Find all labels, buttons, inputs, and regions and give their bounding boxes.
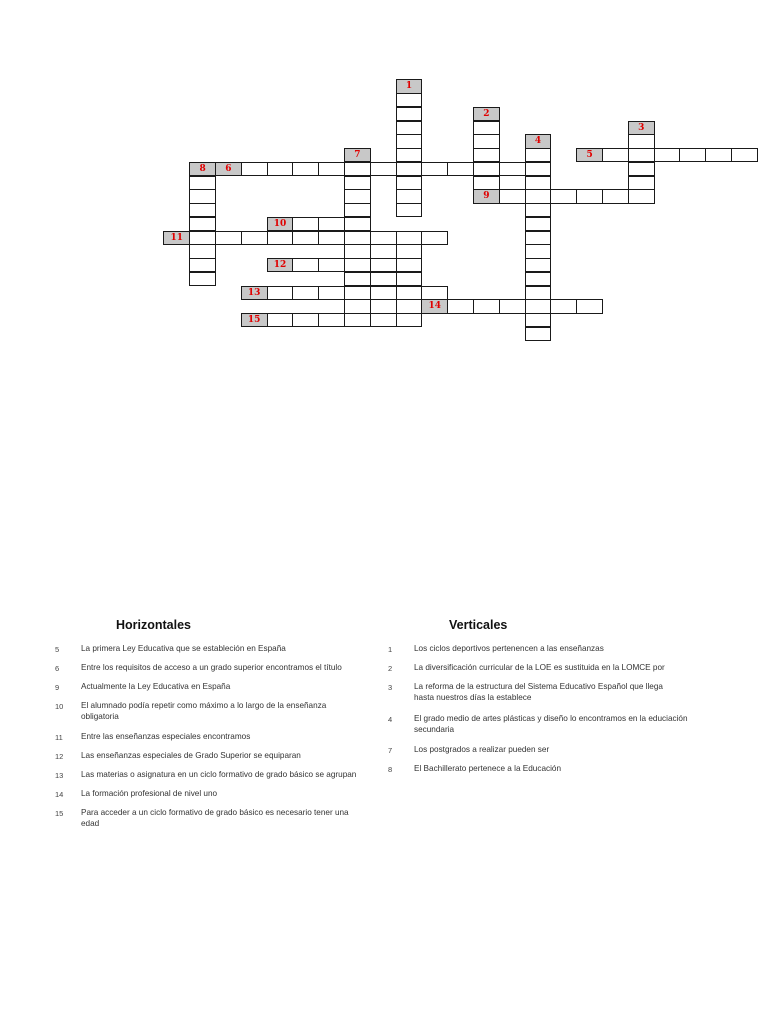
crossword-cell[interactable] [396, 107, 423, 121]
crossword-numbered-cell[interactable] [189, 162, 216, 176]
crossword-cell[interactable] [189, 272, 216, 286]
crossword-cell[interactable] [421, 231, 448, 245]
cell-number: 4 [534, 136, 542, 147]
crossword-cell[interactable] [396, 162, 423, 176]
clue-text: Entre los requisitos de acceso a un grado superior encontramos el título [81, 663, 342, 672]
crossword-cell[interactable] [318, 162, 345, 176]
crossword-cell[interactable] [576, 189, 603, 203]
crossword-cell[interactable] [525, 327, 552, 341]
crossword-cell[interactable] [370, 258, 397, 272]
horizontales-title: Horizontales [116, 618, 192, 632]
crossword-cell[interactable] [396, 134, 423, 148]
crossword-cell[interactable] [447, 299, 474, 313]
clue-text: Las materias o asignatura en un ciclo formativo de grado básico se agrupan [81, 770, 357, 779]
crossword-cell[interactable] [189, 203, 216, 217]
crossword-cell[interactable] [318, 286, 345, 300]
clue-text: Los ciclos deportivos pertenencen a las enseñanzas [414, 644, 604, 653]
crossword-cell[interactable] [344, 244, 371, 258]
crossword-cell[interactable] [525, 258, 552, 272]
crossword-cell[interactable] [602, 148, 629, 162]
clue-text: Para acceder a un ciclo formativo de grado básico es necesario tener una edad [81, 808, 349, 828]
crossword-cell[interactable] [473, 134, 500, 148]
clue-number: 1 [388, 645, 393, 654]
clue-number: 3 [388, 683, 393, 692]
crossword-cell[interactable] [628, 134, 655, 148]
crossword-cell[interactable] [628, 148, 655, 162]
crossword-cell[interactable] [292, 258, 319, 272]
clue-text: Entre las enseñanzas especiales encontramos [81, 732, 251, 741]
crossword-cell[interactable] [396, 258, 423, 272]
crossword-cell[interactable] [525, 313, 552, 327]
cell-number: 12 [273, 260, 287, 270]
clue-text: Las enseñanzas especiales de Grado Superior se equiparan [81, 751, 301, 760]
crossword-cell[interactable] [370, 162, 397, 176]
crossword-cell[interactable] [292, 286, 319, 300]
crossword-cell[interactable] [215, 231, 242, 245]
crossword-cell[interactable] [370, 299, 397, 313]
crossword-numbered-cell[interactable] [344, 148, 371, 162]
crossword-cell[interactable] [370, 272, 397, 286]
crossword-cell[interactable] [189, 189, 216, 203]
crossword-cell[interactable] [550, 189, 577, 203]
crossword-cell[interactable] [344, 258, 371, 272]
crossword-cell[interactable] [189, 244, 216, 258]
crossword-cell[interactable] [628, 176, 655, 190]
crossword-cell[interactable] [370, 244, 397, 258]
crossword-cell[interactable] [421, 162, 448, 176]
crossword-cell[interactable] [473, 299, 500, 313]
crossword-cell[interactable] [344, 313, 371, 327]
verticales-title: Verticales [449, 618, 508, 632]
clue-number: 6 [55, 664, 60, 673]
cell-number: 5 [586, 150, 593, 160]
crossword-cell[interactable] [344, 162, 371, 176]
crossword-cell[interactable] [396, 203, 423, 217]
crossword-cell[interactable] [344, 299, 371, 313]
clue-text: Actualmente la Ley Educativa en España [81, 682, 231, 691]
clue-number: 11 [55, 733, 63, 742]
crossword-cell[interactable] [576, 299, 603, 313]
crossword-numbered-cell[interactable] [628, 121, 655, 135]
crossword-cell[interactable] [396, 176, 423, 190]
crossword-cell[interactable] [318, 258, 345, 272]
clue-number: 10 [55, 702, 64, 711]
crossword-cell[interactable] [525, 244, 552, 258]
crossword-cell[interactable] [628, 162, 655, 176]
crossword-cell[interactable] [292, 162, 319, 176]
clue-text: El Bachillerato pertenece a la Educación [414, 764, 562, 773]
crossword-numbered-cell[interactable] [421, 299, 448, 313]
crossword-cell[interactable] [189, 176, 216, 190]
crossword-cell[interactable] [499, 162, 526, 176]
clue-text: La formación profesional de nivel uno [81, 789, 218, 798]
crossword-cell[interactable] [396, 244, 423, 258]
clue-number: 15 [55, 809, 64, 818]
crossword-cell[interactable] [292, 217, 319, 231]
crossword-cell[interactable] [344, 272, 371, 286]
crossword-numbered-cell[interactable] [576, 148, 603, 162]
cell-number: 9 [483, 191, 490, 202]
crossword-cell[interactable] [473, 176, 500, 190]
crossword-cell[interactable] [525, 162, 552, 176]
crossword-cell[interactable] [344, 231, 371, 245]
clue-text: La diversificación curricular de la LOE es sustituida en la LOMCE por [414, 663, 665, 672]
cell-number: 8 [199, 163, 206, 174]
crossword-cell[interactable] [473, 162, 500, 176]
crossword-numbered-cell[interactable] [473, 107, 500, 121]
crossword-cell[interactable] [267, 231, 294, 245]
crossword-cell[interactable] [396, 313, 423, 327]
crossword-cell[interactable] [731, 148, 758, 162]
crossword-cell[interactable] [447, 162, 474, 176]
cell-number: 1 [405, 81, 413, 92]
crossword-cell[interactable] [499, 299, 526, 313]
crossword-cell[interactable] [473, 121, 500, 135]
cell-number: 15 [247, 315, 261, 325]
crossword-cell[interactable] [189, 217, 216, 231]
crossword-cell[interactable] [705, 148, 732, 162]
crossword-cell[interactable] [679, 148, 706, 162]
crossword-cell[interactable] [525, 272, 552, 286]
crossword-grid [0, 0, 768, 380]
crossword-numbered-cell[interactable] [215, 162, 242, 176]
clue-number: 9 [55, 683, 60, 692]
crossword-cell[interactable] [499, 189, 526, 203]
crossword-cell[interactable] [370, 286, 397, 300]
clue-number: 13 [55, 771, 64, 780]
crossword-cell[interactable] [525, 217, 552, 231]
crossword-cell[interactable] [318, 313, 345, 327]
cell-number: 13 [247, 287, 261, 298]
crossword-cell[interactable] [396, 148, 423, 162]
crossword-cell[interactable] [525, 189, 552, 203]
cell-number: 10 [273, 218, 287, 229]
crossword-cell[interactable] [344, 189, 371, 203]
crossword-numbered-cell[interactable] [396, 79, 423, 93]
crossword-cell[interactable] [370, 313, 397, 327]
crossword-numbered-cell[interactable] [473, 189, 500, 203]
clue-text: Los postgrados a realizar pueden ser [414, 745, 550, 754]
crossword-numbered-cell[interactable] [241, 286, 268, 300]
crossword-cell[interactable] [344, 217, 371, 231]
crossword-cell[interactable] [344, 286, 371, 300]
crossword-numbered-cell[interactable] [241, 313, 268, 327]
crossword-cell[interactable] [525, 148, 552, 162]
crossword-cell[interactable] [525, 203, 552, 217]
cell-number: 2 [483, 108, 490, 119]
crossword-cell[interactable] [396, 299, 423, 313]
crossword-cell[interactable] [267, 286, 294, 300]
crossword-cell[interactable] [396, 189, 423, 203]
crossword-cell[interactable] [602, 189, 629, 203]
clue-text: La primera Ley Educativa que se estableción en España [81, 644, 286, 653]
crossword-cell[interactable] [189, 258, 216, 272]
crossword-cell[interactable] [525, 231, 552, 245]
crossword-cell[interactable] [370, 231, 397, 245]
crossword-cell[interactable] [396, 272, 423, 286]
clue-number: 12 [55, 752, 64, 761]
crossword-cell[interactable] [267, 313, 294, 327]
crossword-cell[interactable] [396, 231, 423, 245]
clue-number: 7 [388, 746, 393, 755]
crossword-cell[interactable] [654, 148, 681, 162]
crossword-cell[interactable] [525, 299, 552, 313]
crossword-cell[interactable] [628, 189, 655, 203]
clue-number: 4 [388, 715, 393, 724]
clue-number: 14 [55, 790, 64, 799]
clue-text: La reforma de la estructura del Sistema Educativo Español que llega hasta nuestros días la establece [414, 682, 663, 702]
crossword-cell[interactable] [344, 203, 371, 217]
clue-number: 2 [388, 664, 393, 673]
crossword-numbered-cell[interactable] [267, 217, 294, 231]
crossword-cell[interactable] [396, 286, 423, 300]
cell-number: 7 [354, 150, 361, 160]
clue-text: El alumnado podía repetir como máximo a lo largo de la enseñanza obligatoria [81, 701, 327, 721]
crossword-numbered-cell[interactable] [267, 258, 294, 272]
crossword-numbered-cell[interactable] [163, 231, 190, 245]
crossword-cell[interactable] [473, 148, 500, 162]
clue-number: 5 [55, 645, 60, 654]
cell-number: 14 [428, 301, 442, 312]
crossword-cell[interactable] [318, 231, 345, 245]
crossword-cell[interactable] [396, 93, 423, 107]
crossword-cell[interactable] [396, 121, 423, 135]
cell-number: 3 [638, 122, 645, 133]
clue-text: El grado medio de artes plásticas y diseño lo encontramos en la educiación secundaria [414, 714, 688, 734]
crossword-cell[interactable] [241, 231, 268, 245]
cell-number: 11 [170, 232, 184, 243]
crossword-cell[interactable] [267, 162, 294, 176]
crossword-cell[interactable] [525, 176, 552, 190]
cell-number: 6 [225, 163, 232, 174]
crossword-cell[interactable] [550, 299, 577, 313]
clue-number: 8 [388, 765, 393, 774]
crossword-cell[interactable] [292, 231, 319, 245]
crossword-numbered-cell[interactable] [525, 134, 552, 148]
crossword-cell[interactable] [525, 286, 552, 300]
crossword-cell[interactable] [292, 313, 319, 327]
crossword-cell[interactable] [344, 176, 371, 190]
crossword-cell[interactable] [421, 286, 448, 300]
crossword-cell[interactable] [318, 217, 345, 231]
crossword-cell[interactable] [241, 162, 268, 176]
crossword-cell[interactable] [189, 231, 216, 245]
